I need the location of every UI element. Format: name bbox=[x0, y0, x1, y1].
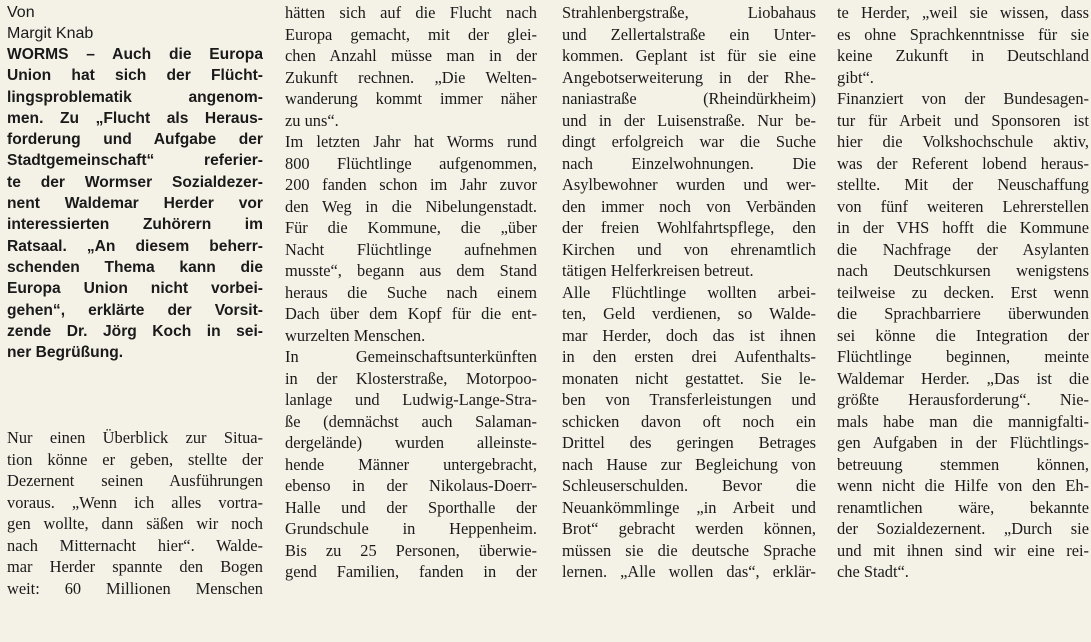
body-line: nach Einzelwohnungen. Die bbox=[562, 153, 816, 173]
body-line: In Gemeinschaftsunterkünften bbox=[285, 347, 537, 366]
lead-line: zende Dr. Jörg Koch in sei- bbox=[7, 322, 263, 340]
body-line: mals habe man die mannigfalti- bbox=[837, 411, 1089, 431]
body-line: Für die Kommune, die „über bbox=[285, 218, 537, 237]
body-line: Flüchtlinge beginnen, meinte bbox=[837, 347, 1089, 366]
body-line: Waldemar Herder. „Das ist die bbox=[837, 368, 1089, 388]
body-line: gend Familien, fanden in der bbox=[285, 562, 537, 581]
body-line: größte Herausforderung“. Nie- bbox=[837, 390, 1089, 409]
body-line: sei könne die Integration der bbox=[837, 325, 1089, 345]
body-line: nach Hause zur Begleichung von bbox=[562, 454, 816, 474]
body-line: mar Herder spannte den Bogen bbox=[7, 557, 263, 577]
body-line: gibt“. bbox=[837, 67, 874, 87]
body-line: und mit ihnen sind wir eine rei- bbox=[837, 540, 1089, 560]
body-line: Nacht Flüchtlinge aufnehmen bbox=[285, 239, 537, 259]
body-line: gen Aufgaben in der Flüchtlings- bbox=[837, 433, 1089, 452]
lead-line: te der Wormser Sozialdezer- bbox=[7, 173, 263, 191]
body-line: in den ersten drei Aufenthalts- bbox=[562, 347, 816, 366]
lead-line: interessierten Zuhörern im bbox=[7, 216, 263, 234]
body-line: Nur einen Überblick zur Situa- bbox=[7, 428, 263, 448]
body-line: Drittel des geringen Betrages bbox=[562, 433, 816, 452]
body-line: Halle und der Sporthalle der bbox=[285, 497, 537, 517]
lead-line: men. Zu „Flucht als Heraus- bbox=[7, 109, 263, 127]
lead-line: Union hat sich der Flücht- bbox=[7, 67, 263, 85]
lead-paragraph bbox=[7, 44, 263, 363]
body-line: heraus die Suche nach einem bbox=[285, 282, 537, 302]
body-line: che Stadt“. bbox=[837, 562, 909, 581]
column-1-body bbox=[7, 427, 263, 599]
body-line: te Herder, „weil sie wissen, dass bbox=[837, 3, 1089, 22]
body-line: tur für Arbeit und Sponsoren ist bbox=[837, 110, 1089, 130]
column-2 bbox=[285, 2, 537, 583]
lead-line: nent Waldemar Herder vor bbox=[7, 195, 263, 213]
body-line: und in der Luisenstraße. Nur be- bbox=[562, 110, 816, 130]
body-line: den Weg in die Nibelungenstadt. bbox=[285, 196, 537, 216]
body-line: chen Anzahl müsse man in der bbox=[285, 46, 537, 65]
body-line: Asylbewohner wurden und wer- bbox=[562, 175, 816, 194]
body-line: Brot“ gebracht werden können, bbox=[562, 519, 816, 538]
body-line: keine Zukunft in Deutschland bbox=[837, 46, 1089, 65]
body-line: Alle Flüchtlinge wollten arbei- bbox=[562, 282, 816, 302]
body-line: die Nachfrage der Asylanten bbox=[837, 239, 1089, 259]
body-line: müssen sie die deutsche Sprache bbox=[562, 540, 816, 560]
body-line: tätigen Helferkreisen betreut. bbox=[562, 261, 754, 280]
body-line: gen wollte, dann säßen wir noch bbox=[7, 514, 263, 534]
body-line: renamtlichen wäre, bekannte bbox=[837, 497, 1089, 517]
body-line: 200 fanden schon im Jahr zuvor bbox=[285, 175, 537, 194]
body-line: der Sozialdezernent. „Durch sie bbox=[837, 519, 1089, 538]
column-4 bbox=[837, 2, 1089, 583]
body-line: nach Deutschkursen wenigstens bbox=[837, 261, 1089, 280]
body-line: 800 Flüchtlinge aufgenommen, bbox=[285, 153, 537, 173]
body-line: wenn nicht die Hilfe von den Eh- bbox=[837, 476, 1089, 495]
body-line: Dach über dem Kopf für die ent- bbox=[285, 304, 537, 323]
lead-line: ner Begrüßung. bbox=[7, 344, 124, 362]
body-line: hätten sich auf die Flucht nach bbox=[285, 3, 537, 22]
body-line: der freien Wohlfahrtspflege, den bbox=[562, 218, 816, 237]
body-line: Finanziert von der Bundesagen- bbox=[837, 89, 1089, 108]
body-line: Europa gemacht, mit der glei- bbox=[285, 24, 537, 44]
body-line: und Zellertalstraße ein Unter- bbox=[562, 24, 816, 44]
body-line: dergelände) wurden alleinste- bbox=[285, 433, 537, 452]
body-line: in der Klosterstraße, Motorpoo- bbox=[285, 368, 537, 388]
body-line: dingt erfolgreich war die Suche bbox=[562, 132, 816, 151]
byline-prefix: Von bbox=[7, 4, 35, 21]
body-line: tion könne er geben, stellte der bbox=[7, 449, 263, 469]
body-line: mar Herder, doch das ist ihnen bbox=[562, 325, 816, 345]
body-line: naniastraße (Rheindürkheim) bbox=[562, 89, 816, 108]
lead-line: forderung und Aufgabe der bbox=[7, 131, 263, 149]
body-line: ten, Geld verdienen, so Walde- bbox=[562, 304, 816, 323]
body-line: Bis zu 25 Personen, überwie- bbox=[285, 540, 537, 560]
lead-line: Stadtgemeinschaft“ referier- bbox=[7, 152, 263, 170]
body-line: Neuankömmlinge „in Arbeit und bbox=[562, 497, 816, 517]
byline-author: Margit Knab bbox=[7, 25, 94, 42]
body-line: wanderung kommt immer näher bbox=[285, 89, 537, 108]
body-line: teilweise zu decken. Erst wenn bbox=[837, 282, 1089, 302]
paragraph-gap bbox=[7, 363, 263, 427]
body-line: Dezernent seinen Ausführungen bbox=[7, 471, 263, 491]
body-line: schicken davon oft noch ein bbox=[562, 411, 816, 431]
body-line: Strahlenbergstraße, Liobahaus bbox=[562, 3, 816, 22]
body-line: ebenso in der Nikolaus-Doerr- bbox=[285, 476, 537, 495]
body-line: stellte. Mit der Neuschaffung bbox=[837, 175, 1089, 194]
body-line: kommen. Geplant ist für sie eine bbox=[562, 46, 816, 65]
body-line: was der Referent lobend heraus- bbox=[837, 153, 1089, 173]
body-line: weit: 60 Millionen Menschen bbox=[7, 578, 263, 598]
body-line: den immer noch von Verbänden bbox=[562, 196, 816, 216]
body-line: zu uns“. bbox=[285, 110, 339, 130]
lead-line: schenden Thema kann die bbox=[7, 258, 263, 276]
body-line: Angebotserweiterung in der Rhe- bbox=[562, 67, 816, 87]
body-line: Im letzten Jahr hat Worms rund bbox=[285, 132, 537, 151]
body-line: monaten nicht gestattet. Sie le- bbox=[562, 368, 816, 388]
body-line: Kirchen und von ehrenamtlich bbox=[562, 239, 816, 259]
body-line: betreuung stemmen können, bbox=[837, 454, 1089, 474]
body-line: musste“, begann aus dem Stand bbox=[285, 261, 537, 280]
body-line: lernen. „Alle wollen das“, erklär- bbox=[562, 562, 816, 581]
lead-line: Ratsaal. „An diesem beherr- bbox=[7, 237, 263, 255]
body-line: voraus. „Wenn ich alles vortra- bbox=[7, 492, 263, 512]
lead-line: Europa Union nicht vorbei- bbox=[7, 280, 263, 298]
body-line: hier die Volkshochschule aktiv, bbox=[837, 132, 1089, 151]
column-3 bbox=[562, 2, 816, 583]
body-line: die Sprachbarriere überwunden bbox=[837, 304, 1089, 323]
body-line: von fünf weiteren Lehrerstellen bbox=[837, 196, 1089, 216]
column-1 bbox=[7, 2, 263, 599]
body-line: Grundschule in Heppenheim. bbox=[285, 519, 537, 538]
body-line: lanlage und Ludwig-Lange-Stra- bbox=[285, 390, 537, 409]
body-line: hende Männer untergebracht, bbox=[285, 454, 537, 474]
lead-line: WORMS – Auch die Europa bbox=[7, 46, 263, 63]
body-line: ben von Transferleistungen und bbox=[562, 390, 816, 409]
lead-line: lingsproblematik angenom- bbox=[7, 88, 263, 106]
body-line: Schleuserschulden. Bevor die bbox=[562, 476, 816, 495]
body-line: in der VHS hofft die Kommune bbox=[837, 218, 1089, 237]
body-line: Zukunft rechnen. „Die Welten- bbox=[285, 67, 537, 87]
body-line: wurzelten Menschen. bbox=[285, 325, 426, 345]
body-line: ße (demnächst auch Salaman- bbox=[285, 411, 537, 431]
lead-line: gehen“, erklärte der Vorsit- bbox=[7, 301, 263, 319]
body-line: es ohne Sprachkenntnisse für sie bbox=[837, 24, 1089, 44]
body-line: nach Mitternacht hier“. Walde- bbox=[7, 535, 263, 555]
